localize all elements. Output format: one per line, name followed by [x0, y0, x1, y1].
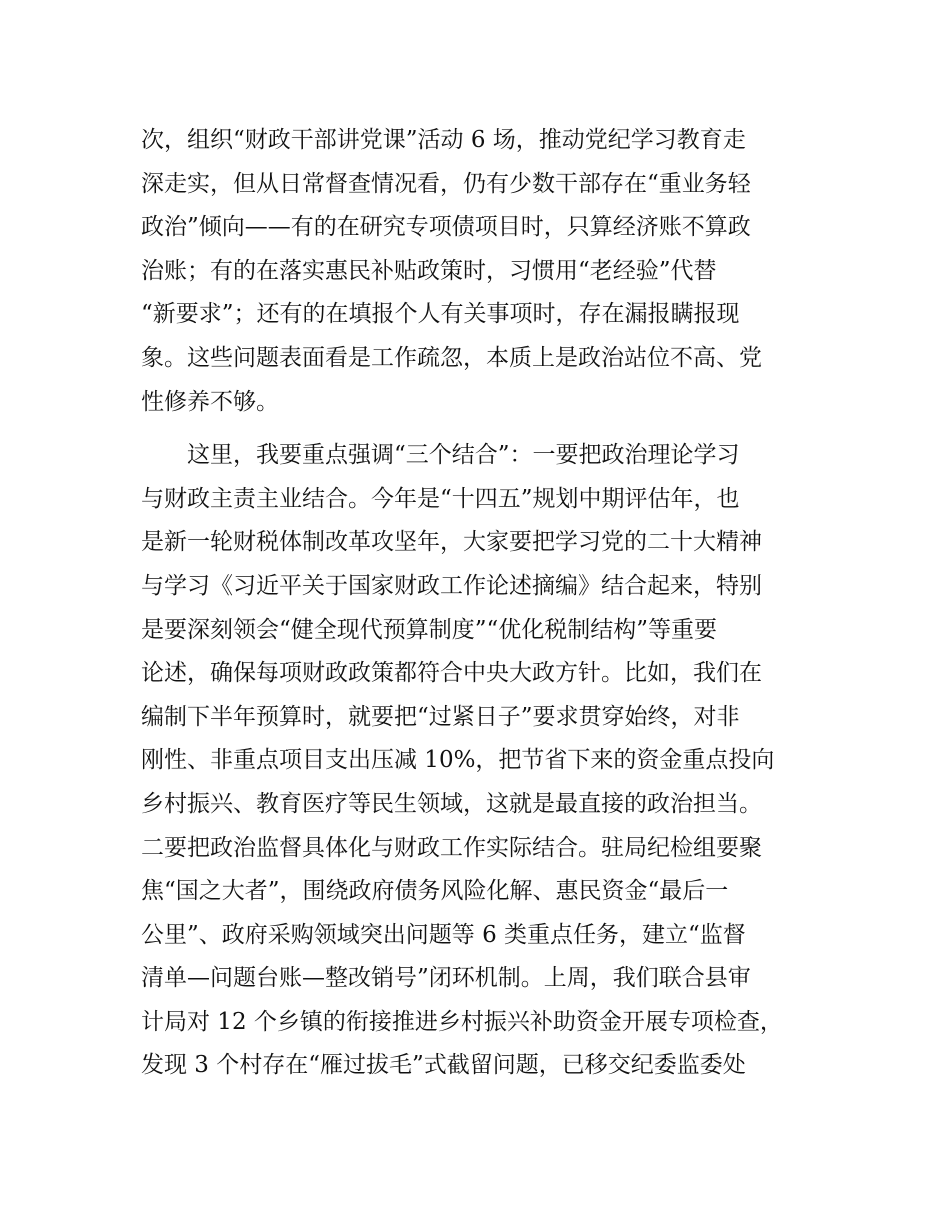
text-line: 性修养不够。 — [141, 388, 279, 415]
text-line: 与学习《习近平关于国家财政工作论述摘编》结合起来，特别 — [141, 572, 762, 599]
text-line: 清单—问题台账—整改销号”闭环机制。上周，我们联合县审 — [141, 965, 751, 992]
text-line: 二要把政治监督具体化与财政工作实际结合。驻局纪检组要聚 — [141, 834, 762, 861]
text-line: 计局对 12 个乡镇的衔接推进乡村振兴补助资金开展专项检查， — [141, 1008, 783, 1035]
paragraph-2 — [141, 434, 831, 1088]
text-line: 焦“国之大者”，围绕政府债务风险化解、惠民资金“最后一 — [141, 878, 729, 905]
text-line: 这里，我要重点强调“三个结合”：一要把政治理论学习 — [141, 442, 740, 469]
text-line: 刚性、非重点项目支出压减 10%，把节省下来的资金重点投向 — [141, 747, 775, 774]
text-line: 公里”、政府采购领域突出问题等 6 类重点任务，建立“监督 — [141, 921, 746, 948]
text-line: 与财政主责主业结合。今年是“十四五”规划中期评估年，也 — [141, 485, 740, 512]
text-line: 编制下半年预算时，就要把“过紧日子”要求贯穿始终，对非 — [141, 703, 740, 730]
text-line: 次，组织“财政干部讲党课”活动 6 场，推动党纪学习教育走 — [141, 127, 746, 153]
text-line: 论述，确保每项财政政策都符合中央大政方针。比如，我们在 — [141, 660, 762, 687]
body-text — [141, 119, 831, 1088]
text-line: 深走实，但从日常督查情况看，仍有少数干部存在“重业务轻 — [141, 170, 751, 197]
text-line: 发现 3 个村存在“雁过拔毛”式截留问题，已移交纪委监委处 — [141, 1052, 746, 1079]
text-line: 是要深刻领会“健全现代预算制度”“优化税制结构”等重要 — [141, 616, 718, 643]
text-line: 乡村振兴、教育医疗等民生领域，这就是最直接的政治担当。 — [141, 790, 762, 817]
text-line: 象。这些问题表面看是工作疏忽，本质上是政治站位不高、党 — [141, 344, 762, 371]
text-line: 是新一轮财税体制改革攻坚年，大家要把学习党的二十大精神 — [141, 529, 762, 556]
text-line: “新要求”；还有的在填报个人有关事项时，存在漏报瞒报现 — [141, 301, 740, 328]
text-line: 治账；有的在落实惠民补贴政策时，习惯用“老经验”代替 — [141, 257, 717, 284]
text-line: 政治”倾向——有的在研究专项债项目时，只算经济账不算政 — [141, 214, 751, 241]
paragraph-1 — [141, 119, 831, 424]
